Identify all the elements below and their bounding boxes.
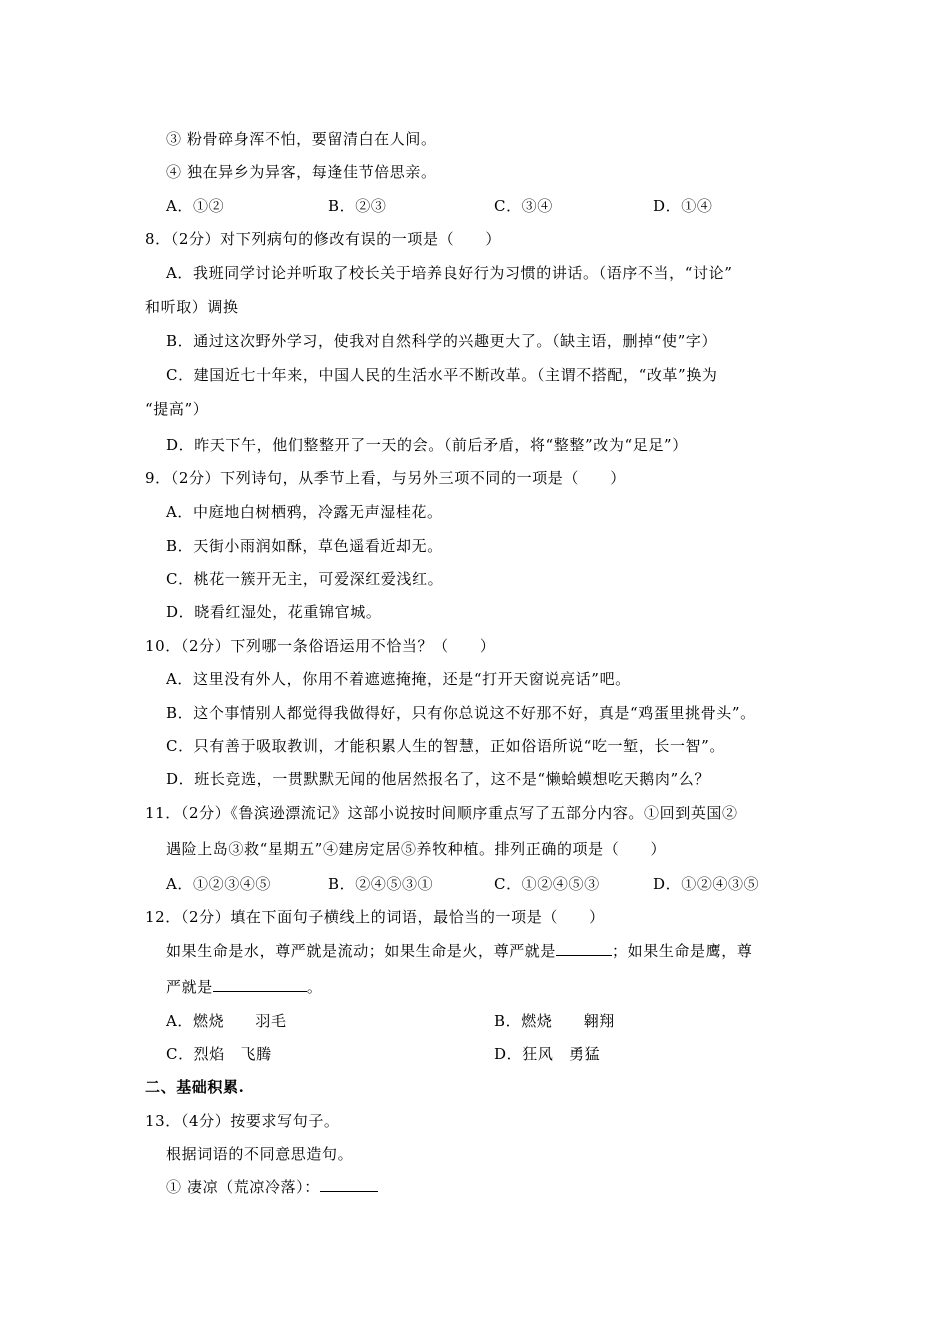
question-8: 8．（2分）对下列病句的修改有误的一项是（ ） (145, 230, 501, 248)
q13-blank (320, 1177, 378, 1192)
section-2-heading: 二、基础积累. (145, 1078, 245, 1096)
q12-option-c: C．烈焰 飞腾 (166, 1045, 272, 1063)
q12-sentence-part3: 严就是 (166, 978, 213, 996)
q12-blank-1 (556, 941, 612, 956)
question-10: 10．（2分）下列哪一条俗语运用不恰当？（ ） (145, 637, 496, 655)
q10-option-d: D．班长竞选，一贯默默无闻的他居然报名了，这不是“懒蛤蟆想吃天鹅肉”么？ (166, 770, 710, 788)
q12-option-b: B．燃烧 翱翔 (494, 1012, 615, 1030)
line-poem-4: ④ 独在异乡为异客，每逢佳节倍思亲。 (166, 163, 437, 181)
q12-option-d: D．狂风 勇猛 (494, 1045, 601, 1063)
q12-sentence-part4: 。 (306, 978, 323, 996)
q8-option-b: B．通过这次野外学习，使我对自然科学的兴趣更大了。（缺主语，删掉“使”字） (166, 332, 718, 350)
q8-option-c-line1: C．建国近七十年来，中国人民的生活水平不断改革。（主谓不搭配，“改革”换为 (166, 366, 718, 384)
question-9: 9．（2分）下列诗句，从季节上看，与另外三项不同的一项是（ ） (145, 469, 626, 487)
q9-option-b: B．天街小雨润如酥，草色遥看近却无。 (166, 537, 443, 555)
q7-option-b: B．②③ (328, 197, 387, 215)
q8-option-a-line1: A．我班同学讨论并听取了校长关于培养良好行为习惯的讲话。（语序不当，“讨论” (166, 264, 733, 282)
question-11-line1: 11．（2分）《鲁滨逊漂流记》这部小说按时间顺序重点写了五部分内容。①回到英国② (145, 804, 738, 822)
q12-sentence-line2 (166, 976, 322, 997)
q13-instruction: 根据词语的不同意思造句。 (166, 1145, 354, 1163)
q12-sentence-part1: 如果生命是水，尊严就是流动；如果生命是火，尊严就是 (166, 942, 557, 960)
q12-sentence-part2: ；如果生命是鹰，尊 (612, 942, 753, 960)
q12-option-a: A．燃烧 羽毛 (166, 1012, 287, 1030)
q9-option-a: A．中庭地白树栖鸦，冷露无声湿桂花。 (166, 503, 443, 521)
q11-option-a: A．①②③④⑤ (166, 875, 272, 893)
q9-option-d: D．晓看红湿处，花重锦官城。 (166, 603, 382, 621)
q8-option-c-line2: “提高”） (145, 400, 209, 418)
q9-option-c: C．桃花一簇开无主，可爱深红爱浅红。 (166, 570, 444, 588)
line-poem-3: ③ 粉骨碎身浑不怕，要留清白在人间。 (166, 130, 437, 148)
q7-option-a: A．①② (166, 197, 225, 215)
q12-sentence-line1 (166, 940, 752, 961)
q7-option-d: D．①④ (653, 197, 713, 215)
q11-option-b: B．②④⑤③① (328, 875, 434, 893)
q12-blank-2 (213, 977, 307, 992)
q13-item-1 (166, 1176, 378, 1197)
q7-option-c: C．③④ (494, 197, 553, 215)
q8-option-a-line2: 和听取）调换 (145, 298, 239, 316)
q10-option-c: C．只有善于吸取教训，才能积累人生的智慧，正如俗语所说“吃一堑，长一智”。 (166, 737, 726, 755)
q11-option-d: D．①②④③⑤ (653, 875, 760, 893)
question-11-line2: 遇险上岛③救“星期五”④建房定居⑤养牧种植。排列正确的项是（ ） (166, 840, 667, 858)
question-12: 12．（2分）填在下面句子横线上的词语，最恰当的一项是（ ） (145, 908, 605, 926)
q11-option-c: C．①②④⑤③ (494, 875, 600, 893)
q10-option-a: A．这里没有外人，你用不着遮遮掩掩，还是“打开天窗说亮话”吧。 (166, 670, 631, 688)
question-13: 13．（4分）按要求写句子。 (145, 1112, 340, 1130)
q10-option-b: B．这个事情别人都觉得我做得好，只有你总说这不好那不好，真是“鸡蛋里挑骨头”。 (166, 704, 756, 722)
q13-item-1-label: ① 凄凉（荒凉冷落）： (166, 1178, 320, 1196)
q8-option-d: D．昨天下午，他们整整开了一天的会。（前后矛盾，将“整整”改为“足足”） (166, 436, 688, 454)
